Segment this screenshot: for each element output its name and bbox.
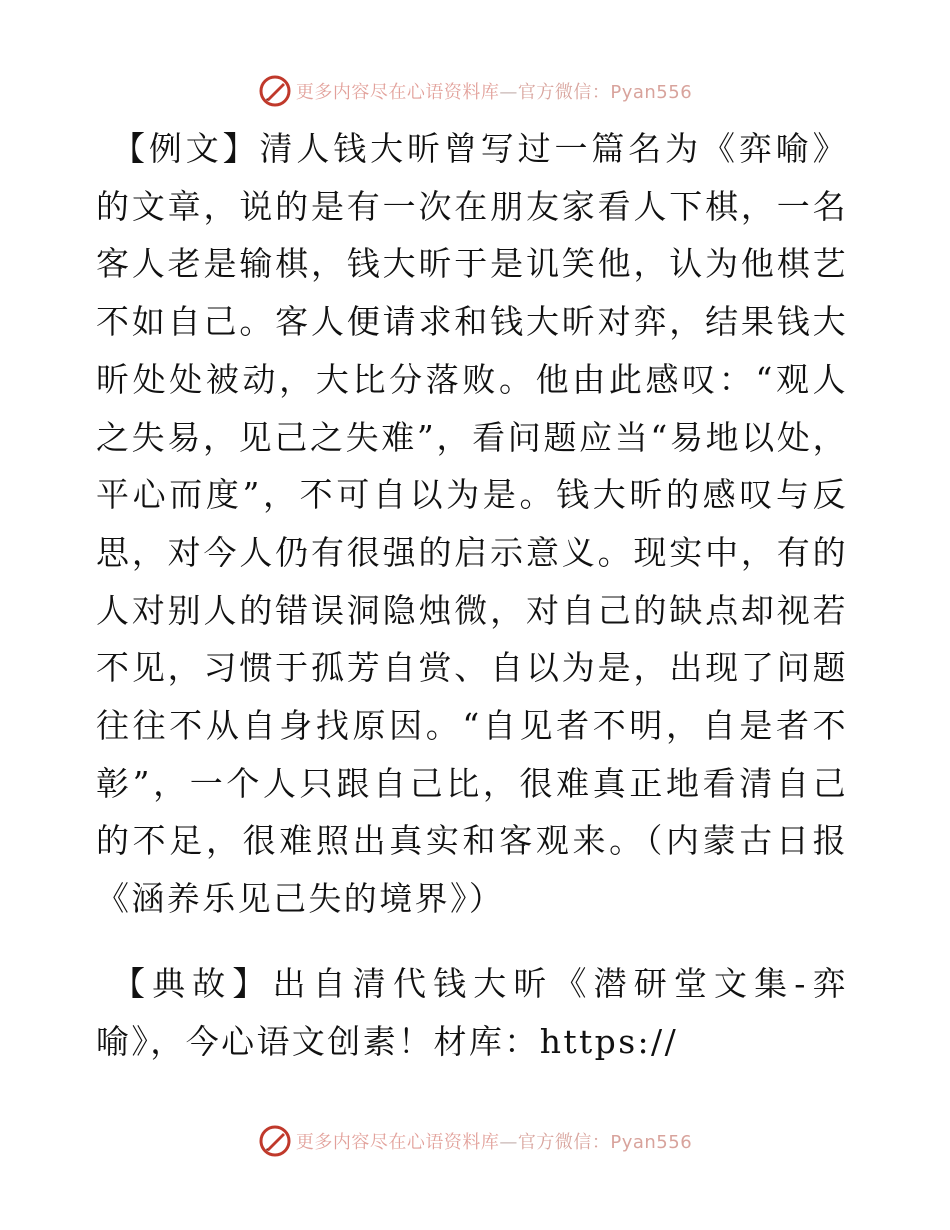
watermark-brand: 更多内容尽在心语资料库 — [295, 82, 500, 103]
example-paragraph: 【例文】清人钱大昕曾写过一篇名为《弈喻》的文章，说的是有一次在朋友家看人下棋，一名客人老是输棋，钱大昕于是讥笑他，认为他棋艺不如自己。客人便请求和钱大昕对弈，结果钱大昕处处被动，大比分落败。他由此感叹：“观人之失易，见己之失难”，看问题应当“易地以处，平心而度”，不可自以为是。钱大昕的感叹与反思，对今人仍有很强的启示意义。现实中，有的人对别人的错误洞隐烛微，对自己的缺点却视若不见，习惯于孤芳自赏、自以为是，出现了问题往往不从自身找原因。“自见者不明，自是者不彰”，一个人只跟自己比，很难真正地看清自己的不足，很难照出真实和客观来。（内蒙古日报《涵养乐见己失的境界》） — [96, 129, 848, 919]
watermark-dash: — — [499, 1132, 518, 1153]
watermark-contact-id: Pyan556 — [610, 1132, 693, 1153]
watermark-dash: — — [499, 82, 518, 103]
watermark-text — [296, 78, 692, 104]
header-watermark — [0, 71, 950, 111]
quill-pen-logo-icon — [258, 1124, 292, 1158]
watermark-contact-label: 官方微信： — [517, 1132, 611, 1153]
watermark-contact-id: Pyan556 — [610, 82, 693, 103]
allusion-paragraph: 【典故】出自清代钱大昕《潜研堂文集-弈喻》，今心语文创素！材库：https:// — [96, 963, 848, 1061]
watermark-text — [296, 1128, 692, 1154]
quill-pen-logo-icon — [258, 74, 292, 108]
footer-watermark — [0, 1121, 950, 1161]
watermark-brand: 更多内容尽在心语资料库 — [295, 1132, 500, 1153]
watermark-contact-label: 官方微信： — [517, 82, 611, 103]
article-body — [96, 120, 848, 1070]
